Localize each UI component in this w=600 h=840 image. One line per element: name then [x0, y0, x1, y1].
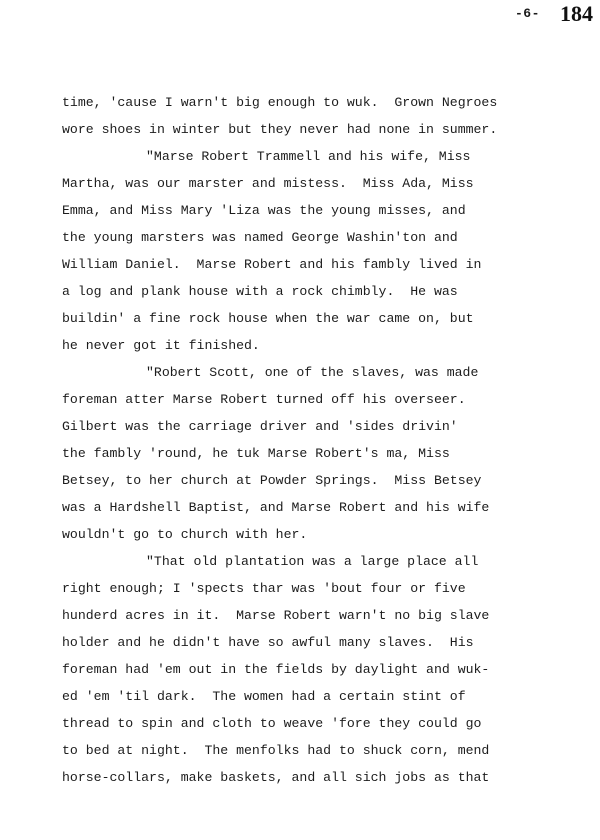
body-text — [0, 93, 600, 823]
page-number: 184 — [560, 1, 593, 26]
text-line: was a Hardshell Baptist, and Marse Robert and his wife — [62, 500, 490, 515]
paragraph-start-line: "That old plantation was a large place all — [146, 554, 479, 569]
text-line: holder and he didn't have so awful many slaves. His — [62, 635, 474, 650]
text-line: horse-collars, make baskets, and all sich jobs as that — [62, 770, 490, 785]
text-line: foreman had 'em out in the fields by daylight and wuk- — [62, 662, 490, 677]
text-line: a log and plank house with a rock chimbly. He was — [62, 284, 458, 299]
text-line: Martha, was our marster and mistess. Miss Ada, Miss — [62, 176, 474, 191]
text-line: the fambly 'round, he tuk Marse Robert's ma, Miss — [62, 446, 450, 461]
text-line: buildin' a fine rock house when the war came on, but — [62, 311, 474, 326]
text-line: time, 'cause I warn't big enough to wuk. Grown Negroes — [62, 95, 498, 110]
page-marker: -6- — [515, 6, 540, 21]
text-line: the young marsters was named George Washin'ton and — [62, 230, 458, 245]
text-line: thread to spin and cloth to weave 'fore they could go — [62, 716, 482, 731]
text-line: ed 'em 'til dark. The women had a certain stint of — [62, 689, 466, 704]
text-line: wore shoes in winter but they never had none in summer. — [62, 122, 498, 137]
text-line: to bed at night. The menfolks had to shuck corn, mend — [62, 743, 490, 758]
text-line: wouldn't go to church with her. — [62, 527, 308, 542]
text-line: Betsey, to her church at Powder Springs. Miss Betsey — [62, 473, 482, 488]
text-line: Emma, and Miss Mary 'Liza was the young misses, and — [62, 203, 466, 218]
text-line: Gilbert was the carriage driver and 'sides drivin' — [62, 419, 458, 434]
paragraph-start-line: "Marse Robert Trammell and his wife, Miss — [146, 149, 471, 164]
text-line: William Daniel. Marse Robert and his fambly lived in — [62, 257, 482, 272]
paragraph-start-line: "Robert Scott, one of the slaves, was made — [146, 365, 479, 380]
text-line: foreman atter Marse Robert turned off his overseer. — [62, 392, 466, 407]
text-line: right enough; I 'spects thar was 'bout four or five — [62, 581, 466, 596]
text-line: hunderd acres in it. Marse Robert warn't no big slave — [62, 608, 490, 623]
text-line: he never got it finished. — [62, 338, 260, 353]
page-header — [0, 0, 600, 40]
